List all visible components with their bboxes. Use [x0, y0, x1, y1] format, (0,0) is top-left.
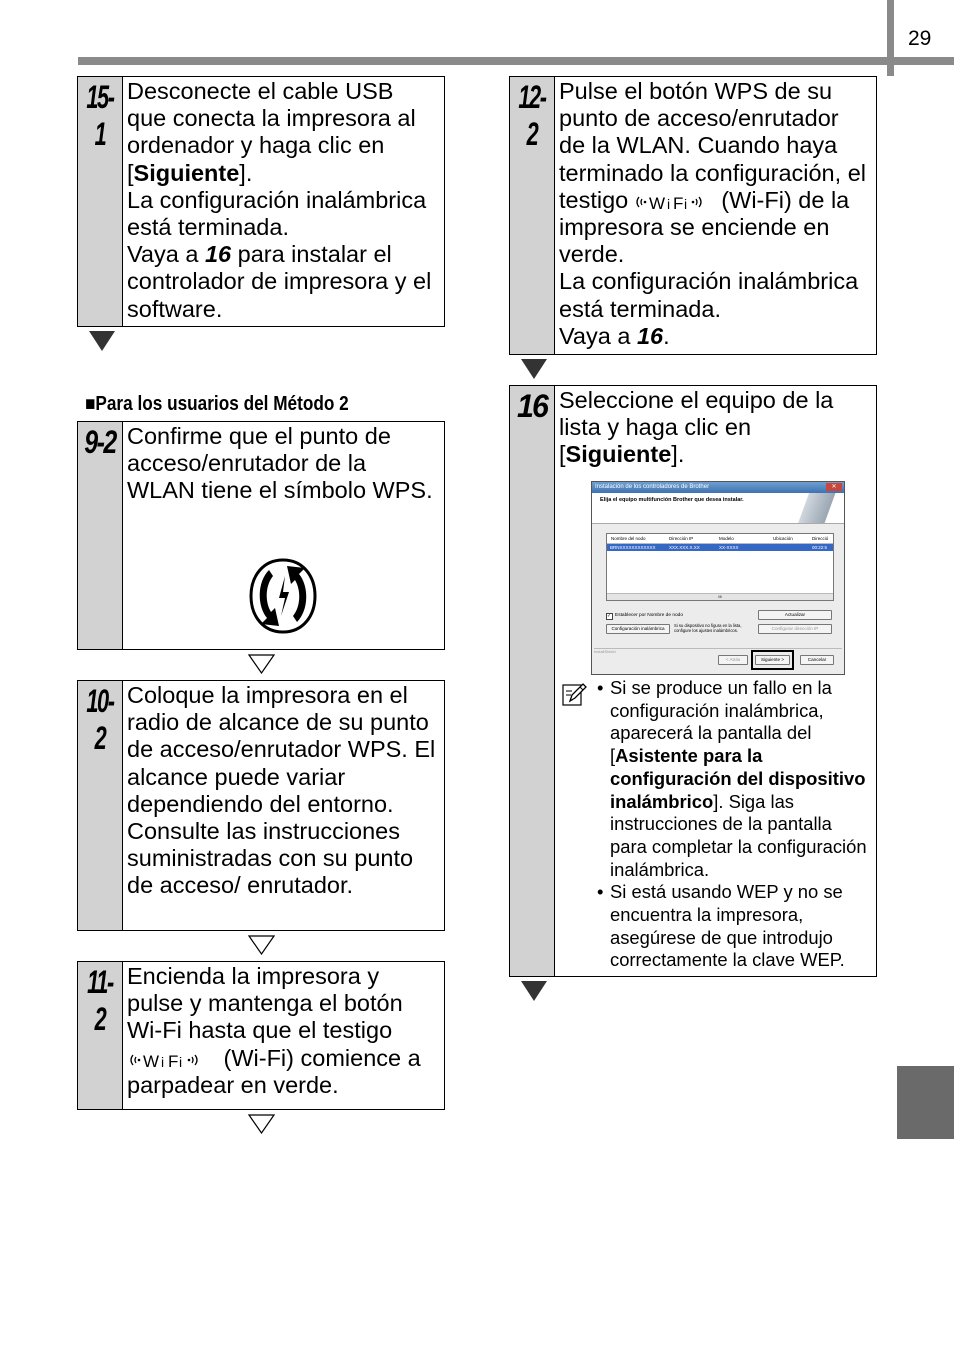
- svg-text:i: i: [683, 195, 687, 212]
- step-number: 16: [516, 388, 548, 424]
- arrow-down-icon: [521, 981, 547, 1001]
- arrow-down-icon: [89, 331, 115, 351]
- text-part: para instalar el controlador de impresora y el software.: [127, 241, 432, 322]
- cancel-button[interactable]: Cancelar: [800, 655, 834, 665]
- dialog-titlebar: Instalación de los controladores de Brother: [592, 482, 844, 493]
- column-header: Ubicación: [773, 536, 793, 541]
- step-number: 11-2: [87, 964, 113, 1037]
- dialog-note: Si su dispositivo no figura en la lista, configure los ajustes inalámbricos.: [674, 623, 742, 633]
- section-title: ■Para los usuarios del Método 2: [85, 393, 349, 415]
- column-header: Modelo: [719, 536, 734, 541]
- text-line: La configuración inalámbrica está terminada.: [127, 186, 427, 241]
- text-line: La configuración inalámbrica está terminada.: [559, 268, 859, 322]
- text-part: Si está usando WEP y no se encuentra la impresora, asegúrese de que introdujo correctamente la clave WEP.: [610, 881, 845, 971]
- step-text: [559, 78, 870, 350]
- arrow-down-outline-icon: [248, 1114, 275, 1134]
- step-11-2: [77, 961, 445, 1110]
- text-part: Desconecte el cable USB que conecta la impresora al ordenador y haga clic en [: [127, 78, 416, 186]
- text-line: Confirme que el punto de acceso/enrutador de la WLAN tiene el símbolo WPS.: [127, 423, 433, 504]
- svg-text:i: i: [161, 1053, 165, 1070]
- wifi-indicator-icon: [127, 1050, 217, 1070]
- wifi-indicator-icon: [635, 192, 715, 212]
- step-15-1: [77, 76, 445, 327]
- column-header: Dirección IP: [669, 536, 694, 541]
- step-12-2: [509, 76, 877, 355]
- step-reference: 16: [204, 241, 232, 268]
- page-number: 29: [908, 27, 932, 50]
- step-number: 10-2: [86, 683, 114, 756]
- text-part: .: [663, 322, 670, 349]
- column-header: Nombre del nodo: [611, 536, 646, 541]
- installshield-label: InstallShield: [594, 649, 616, 654]
- svg-text:W: W: [143, 1051, 160, 1070]
- arrow-down-icon: [521, 359, 547, 379]
- step-text: [127, 963, 438, 1099]
- close-icon[interactable]: ✕: [826, 483, 842, 491]
- header-vertical-rule: [887, 0, 894, 76]
- config-ip-button[interactable]: Configurar dirección IP: [758, 624, 832, 634]
- text-part: ]. Siga las instrucciones de la pantalla para completar la configuración inalámbrica.: [610, 790, 867, 880]
- text-part: Vaya a: [127, 241, 205, 268]
- step-number: 12-2: [518, 79, 546, 152]
- node-name-checkbox[interactable]: [606, 613, 683, 620]
- bold-siguiente: Siguiente: [133, 159, 240, 186]
- back-button[interactable]: < Atrás: [718, 655, 748, 665]
- step-number-box: [510, 77, 555, 354]
- text-part: ].: [671, 441, 685, 468]
- step-number-box: [510, 386, 555, 976]
- installshield-divider: [594, 648, 842, 654]
- step-number-box: [78, 77, 123, 326]
- chapter-side-tab: [897, 1066, 954, 1139]
- text-part: (Wi-Fi) de la impresora se enciende en verde.: [559, 186, 850, 268]
- column-header: Direcció: [812, 536, 829, 541]
- text-line: Coloque la impresora en el radio de alcance de su punto de acceso/enrutador WPS. El alcance puede variar dependiendo del entorno. Consulte las instrucciones suministradas con su punto de acceso/ enrutador.: [127, 682, 436, 899]
- wireless-config-button[interactable]: Configuración inalámbrica: [606, 624, 670, 634]
- step-10-2: [77, 680, 445, 931]
- next-button[interactable]: Siguiente >: [755, 655, 790, 665]
- text-part: Pulse el botón WPS de su punto de acceso/enrutador de la WLAN. Cuando haya terminado la configuración, el testigo: [559, 78, 866, 213]
- step-number-box: [78, 962, 123, 1109]
- text-part: Si se produce un fallo en la configuración inalámbrica, aparecerá la pantalla del [: [610, 677, 832, 767]
- text-part: (Wi-Fi) comience a parpadear en verde.: [127, 1044, 421, 1098]
- dialog-heading: Elija el equipo multifunción Brother que desea instalar.: [600, 497, 744, 503]
- table-row[interactable]: [607, 544, 833, 551]
- step-text: [127, 423, 438, 505]
- checkbox-label: Establecer por Nombre de nodo: [615, 613, 683, 618]
- step-text: [127, 682, 438, 900]
- pencil-note-icon: [561, 681, 587, 707]
- text-part: Vaya a: [559, 322, 637, 349]
- list-header: [607, 534, 833, 544]
- step-number-box: [78, 422, 123, 649]
- wps-symbol-icon: [245, 554, 321, 638]
- cell: BRNXXXXXXXXXXXX: [610, 545, 656, 550]
- step-9-2: [77, 421, 445, 650]
- svg-text:F: F: [168, 1051, 179, 1070]
- horizontal-scrollbar[interactable]: III: [607, 593, 833, 600]
- text-part: Seleccione el equipo de la lista y haga clic en [: [559, 387, 834, 468]
- bold-wizard-name: Asistente para la configuración del dispositivo inalámbrico: [610, 745, 866, 812]
- refresh-button[interactable]: Actualizar: [758, 610, 832, 620]
- arrow-down-outline-icon: [248, 935, 275, 955]
- step-text: [127, 78, 438, 323]
- step-text: [559, 387, 870, 469]
- device-list[interactable]: [606, 533, 834, 601]
- step-number: 9-2: [84, 424, 116, 460]
- dialog-header: [592, 493, 844, 524]
- bold-siguiente: Siguiente: [565, 441, 672, 468]
- next-button-highlight: [751, 650, 794, 670]
- arrow-down-outline-icon: [248, 654, 275, 674]
- installer-dialog-screenshot: [591, 481, 845, 675]
- step-number: 15-1: [86, 79, 114, 152]
- svg-text:W: W: [648, 193, 665, 212]
- notes-list: [597, 677, 873, 972]
- header-rule: [78, 57, 954, 65]
- cell: XXX.XXX.X.XX: [669, 545, 700, 550]
- text-part: ].: [239, 159, 253, 186]
- cell: 00:22:5: [812, 545, 828, 550]
- step-number-box: [78, 681, 123, 930]
- text-part: Encienda la impresora y pulse y mantenga el botón Wi-Fi hasta que el testigo: [127, 963, 403, 1044]
- step-reference: 16: [636, 322, 664, 349]
- cell: XX-XXXX: [719, 545, 739, 550]
- brand-swoosh: [789, 493, 844, 523]
- list-item: [597, 677, 873, 881]
- list-item: [597, 881, 873, 972]
- svg-text:i: i: [666, 195, 670, 212]
- svg-text:F: F: [672, 193, 684, 212]
- svg-text:i: i: [179, 1053, 183, 1070]
- checkbox-checked-icon[interactable]: ✓: [607, 614, 612, 619]
